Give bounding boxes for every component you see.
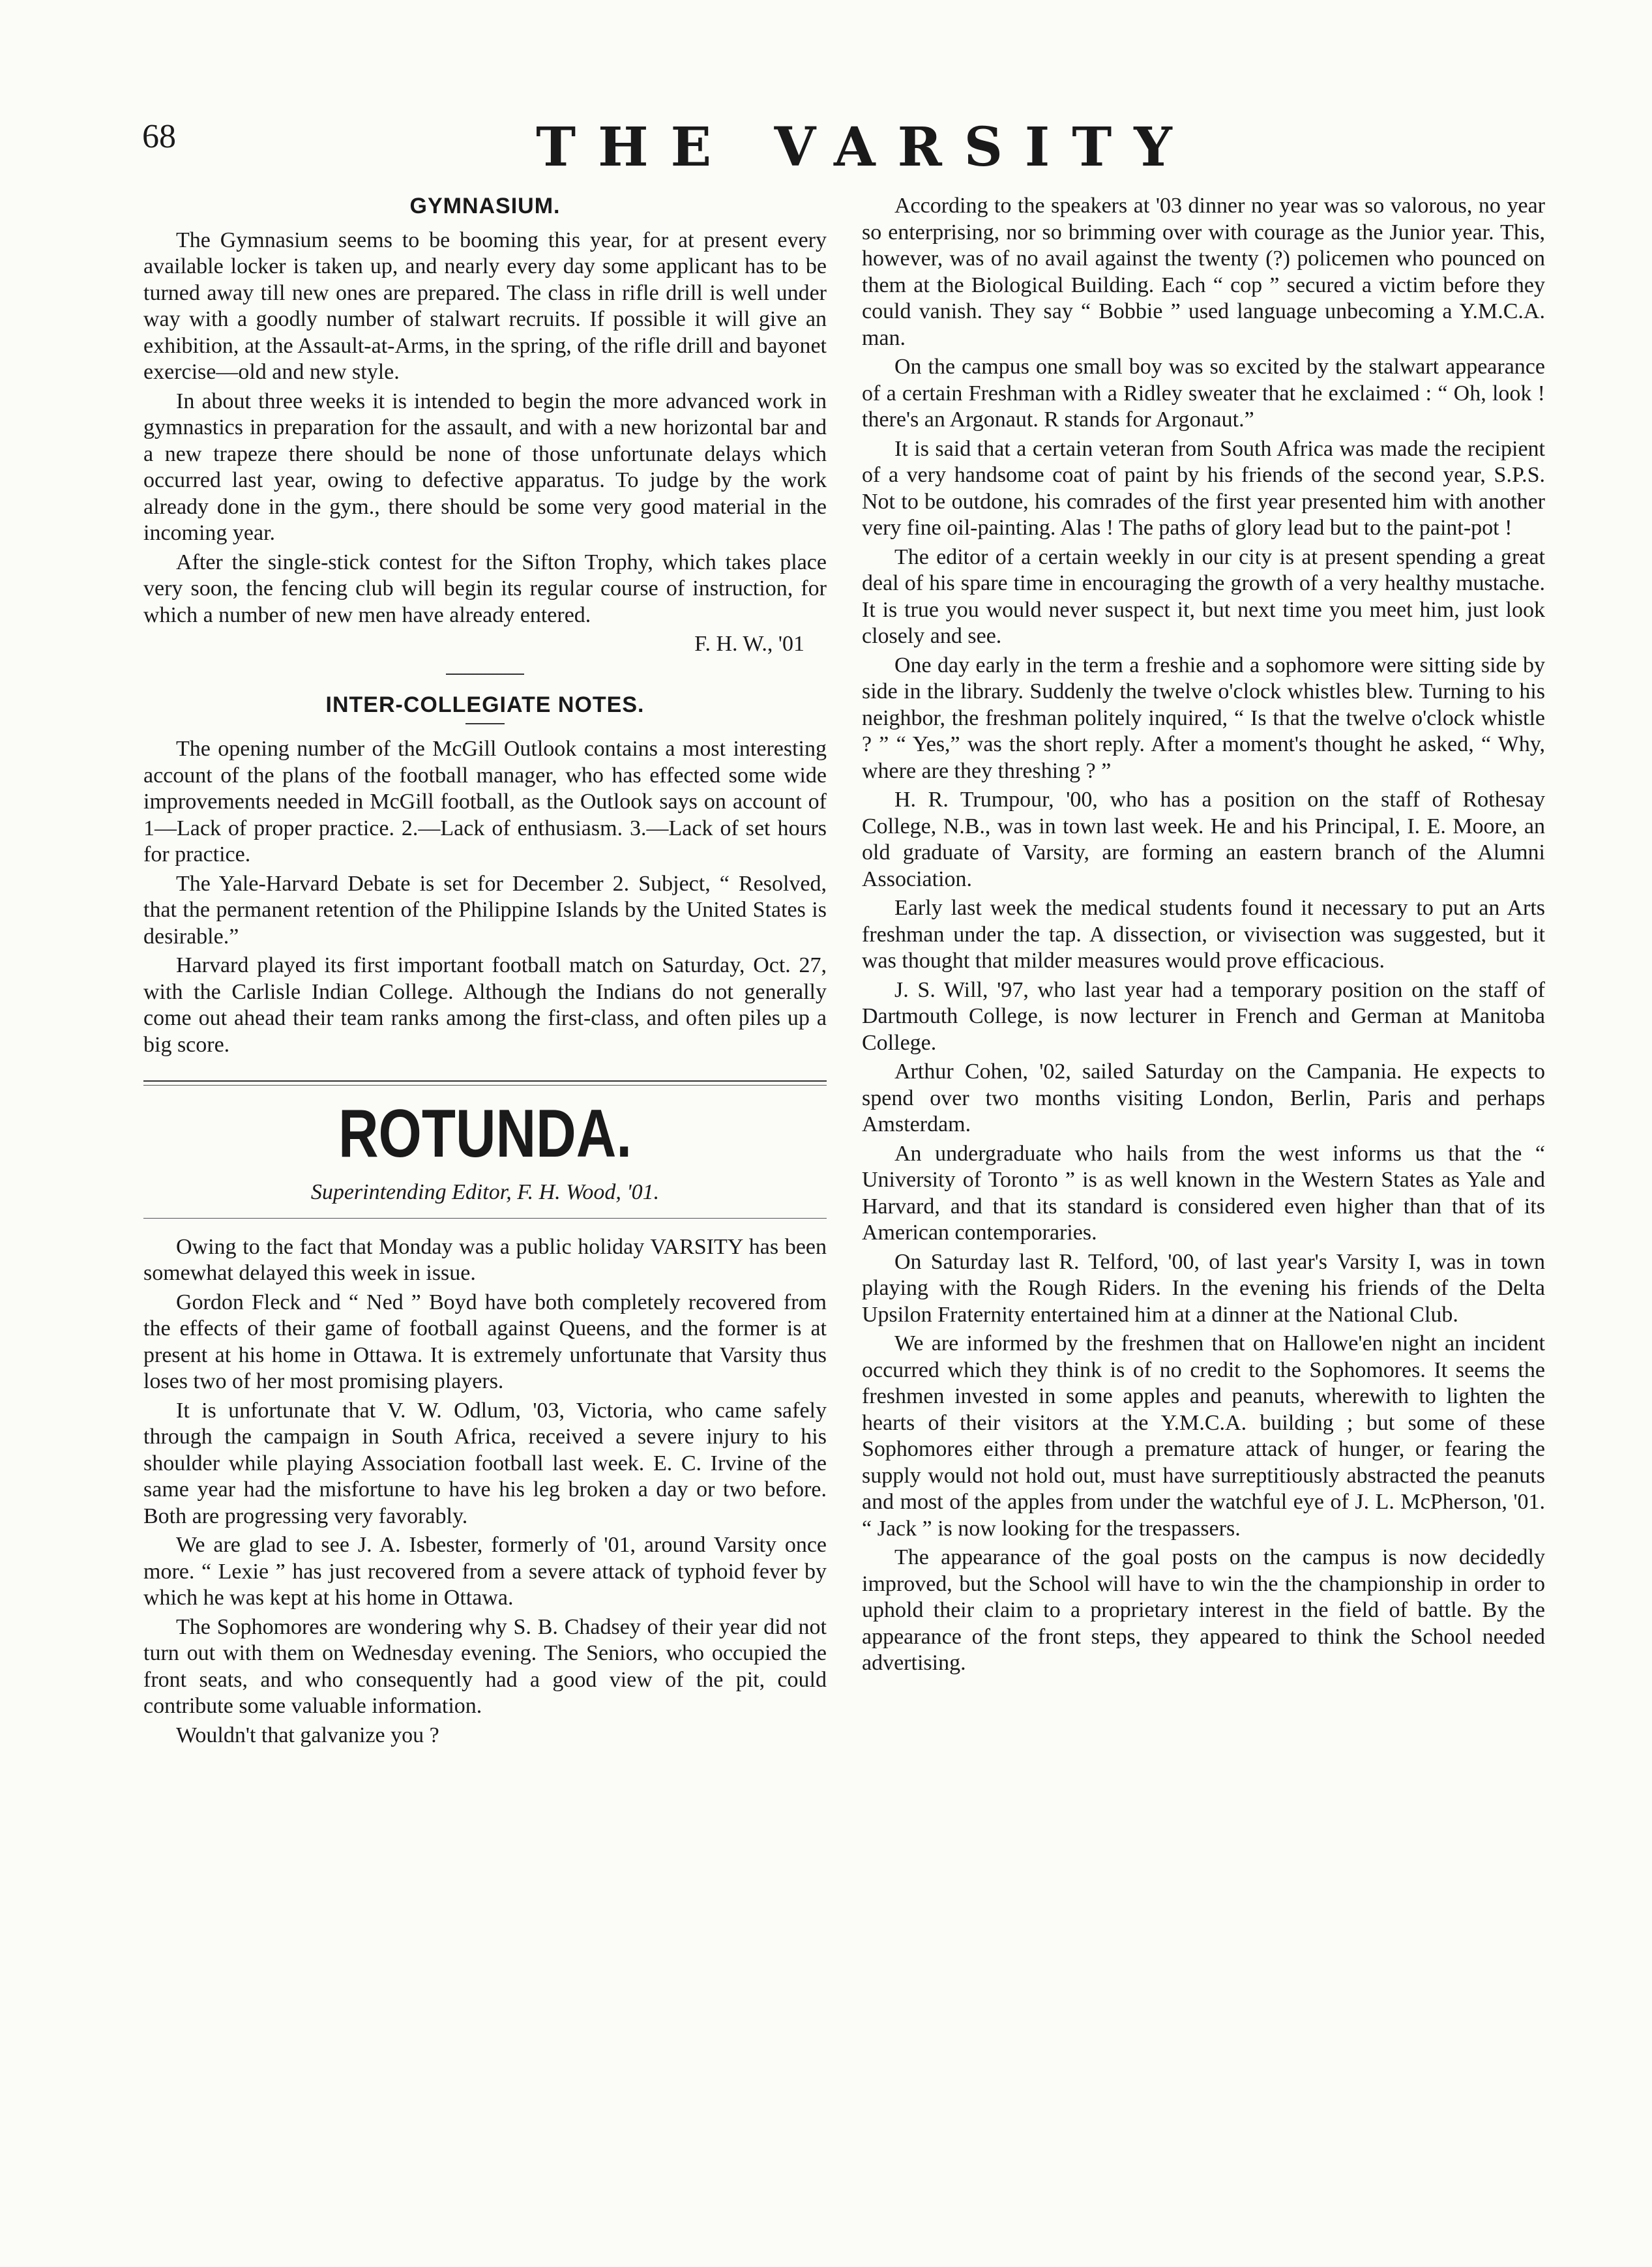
rotunda-paragraph: The appearance of the goal posts on the campus is now decidedly improved, but the School will have to win the the championship in order to uphold their claim to a proprietary interest in the field of battle. By the appearance of the front steps, they appeared to think the School needed advertising.	[862, 1545, 1545, 1675]
thin-rule	[143, 1218, 827, 1219]
gymnasium-paragraph: In about three weeks it is intended to begin the more advanced work in gymnastics in preparation for the assault, and with a new horizontal bar and a new trapeze there should be none of those unfortunate delays which occurred last year, owing to defective apparatus. To judge by the work already done in the gym., there should be some very good material in the incoming year.	[143, 389, 827, 545]
intercollegiate-paragraph: The opening number of the McGill Outlook contains a most interesting account of the plans of the football manager, who has effected some wide improvements needed in McGill football, as the Outlook says on account of 1—Lack of proper practice. 2.—Lack of enthusiasm. 3.—Lack of set hours for practice.	[143, 737, 827, 867]
rotunda-paragraph: H. R. Trumpour, '00, who has a position on the staff of Rothesay College, N.B., was in town last week. He and his Principal, I. E. Moore, an old graduate of Varsity, are forming an eastern branch of the Alumni Association.	[862, 788, 1545, 891]
heading-rule	[465, 723, 505, 724]
rotunda-paragraph: Early last week the medical students found it necessary to put an Arts freshman under the tap. A dissection, or vivisection was suggested, but it was thought that milder measures would prove efficacious.	[862, 896, 1545, 973]
gymnasium-signature: F. H. W., '01	[694, 632, 804, 656]
intercollegiate-heading: INTER-COLLEGIATE NOTES.	[325, 692, 645, 717]
gymnasium-paragraph: After the single-stick contest for the Sifton Trophy, which takes place very soon, the fencing club will begin its regular course of instruction, for which a number of new men have already entered.	[143, 550, 827, 627]
rotunda-title: ROTUNDA.	[338, 1096, 632, 1172]
rotunda-paragraph: Gordon Fleck and “ Ned ” Boyd have both completely recovered from the effects of their game of football against Queens, and the former is at present at his home in Ottawa. It is extremely unfortunate that Varsity thus loses two of her most promising players.	[143, 1290, 827, 1393]
rotunda-paragraph: According to the speakers at '03 dinner no year was so valorous, no year so enterprising, nor so brimming over with courage as the Junior year. This, however, was of no avail against the twenty (?) policemen who pounced on them at the Biological Building. Each “ cop ” secured a victim before they could vanish. They say “ Bobbie ” used language unbecoming a Y.M.C.A. man.	[862, 194, 1545, 350]
double-rule	[143, 1080, 827, 1086]
right-column	[862, 193, 1545, 1677]
gymnasium-paragraph: The Gymnasium seems to be booming this year, for at present every available locker is taken up, and nearly every day some applicant has to be turned away till new ones are prepared. The class in rifle drill is well under way with a goodly number of stalwart recruits. If possible it will give an exhibition, at the Assault-at-Arms, in the spring, of the rifle drill and bayonet exercise—old and new style.	[143, 228, 827, 384]
rotunda-paragraph: We are glad to see J. A. Isbester, formerly of '01, around Varsity once more. “ Lexie ” has just recovered from a severe attack of typhoid fever by which he was kept at his home in Ottawa.	[143, 1533, 827, 1610]
intercollegiate-paragraph: Harvard played its first important football match on Saturday, Oct. 27, with the Carlisle Indian College. Although the Indians do not generally come out ahead their team ranks among the first-class, and often piles up a big score.	[143, 953, 827, 1057]
gymnasium-heading: GYMNASIUM.	[409, 194, 561, 218]
editor-line: Superintending Editor, F. H. Wood, '01.	[310, 1180, 660, 1204]
rotunda-paragraph: On the campus one small boy was so excited by the stalwart appearance of a certain Freshman with a Ridley sweater that he exclaimed : “ Oh, look ! there's an Argonaut. R stands for Argonaut.”	[862, 355, 1545, 432]
rotunda-paragraph: It is said that a certain veteran from South Africa was made the recipient of a very handsome coat of paint by his friends of the second year, S.P.S. Not to be outdone, his comrades of the first year presented him with another very fine oil-painting. Alas ! The paths of glory lead but to the paint-pot !	[862, 436, 1545, 540]
rotunda-paragraph: It is unfortunate that V. W. Odlum, '03, Victoria, who came safely through the campaign in South Africa, received a severe injury to his shoulder while playing Association football last week. E. C. Irvine of the same year had the misfortune to have his leg broken a day or two before. Both are progressing very favorably.	[143, 1398, 827, 1528]
page-number: 68	[142, 118, 176, 155]
rotunda-paragraph: Arthur Cohen, '02, sailed Saturday on the Campania. He expects to spend over two months visiting London, Berlin, Paris and perhaps Amsterdam.	[862, 1059, 1545, 1136]
rotunda-paragraph: On Saturday last R. Telford, '00, of last year's Varsity I, was in town playing with the Rough Riders. In the evening his friends of the Delta Upsilon Fraternity entertained him at a dinner at the National Club.	[862, 1249, 1545, 1327]
rotunda-paragraph: J. S. Will, '97, who last year had a temporary position on the staff of Dartmouth College, is now lecturer in French and German at Manitoba College.	[862, 977, 1545, 1055]
section-divider	[446, 674, 524, 675]
rotunda-paragraph: The editor of a certain weekly in our city is at present spending a great deal of his spare time in encouraging the growth of a very healthy mustache. It is true you would never suspect it, but next time you meet him, just look closely and see.	[862, 544, 1545, 648]
rotunda-paragraph: Owing to the fact that Monday was a public holiday VARSITY has been somewhat delayed this week in issue.	[143, 1234, 827, 1285]
rotunda-paragraph: One day early in the term a freshie and a sophomore were sitting side by side in the library. Suddenly the twelve o'clock whistles blew. Turning to his neighbor, the freshman politely inquired, “ Is that the twelve o'clock whistle ? ” “ Yes,” was the short reply. After a moment's thought he asked, “ Why, where are they threshing ? ”	[862, 653, 1545, 783]
rotunda-paragraph: An undergraduate who hails from the west informs us that the “ University of Toronto ” is as well known in the Western States as Yale and Harvard, and that its standard is considered even higher than that of its American contemporaries.	[862, 1141, 1545, 1245]
left-column	[143, 193, 827, 1749]
rotunda-paragraph: We are informed by the freshmen that on Hallowe'en night an incident occurred which they think is of no credit to the Sophomores. It seems the freshmen invested in some apples and peanuts, wherewith to lighten the hearts of their visitors at the Y.M.C.A. building ; but some of these Sophomores either through a premature attack of hunger, or fearing the supply would not hold out, must have surreptitiously abstracted the peanuts and most of the apples from under the watchful eye of J. L. McPherson, '01. “ Jack ” is now looking for the trespassers.	[862, 1331, 1545, 1541]
intercollegiate-paragraph: The Yale-Harvard Debate is set for December 2. Subject, “ Resolved, that the permanent retention of the Philippine Islands by the United States is desirable.”	[143, 871, 827, 949]
rotunda-paragraph: Wouldn't that galvanize you ?	[176, 1723, 439, 1747]
masthead: THE VARSITY	[536, 116, 1194, 179]
rotunda-paragraph: The Sophomores are wondering why S. B. Chadsey of their year did not turn out with them on Wednesday evening. The Seniors, who occupied the front seats, and who consequently had a good view of the pit, could contribute some valuable information.	[143, 1614, 827, 1718]
